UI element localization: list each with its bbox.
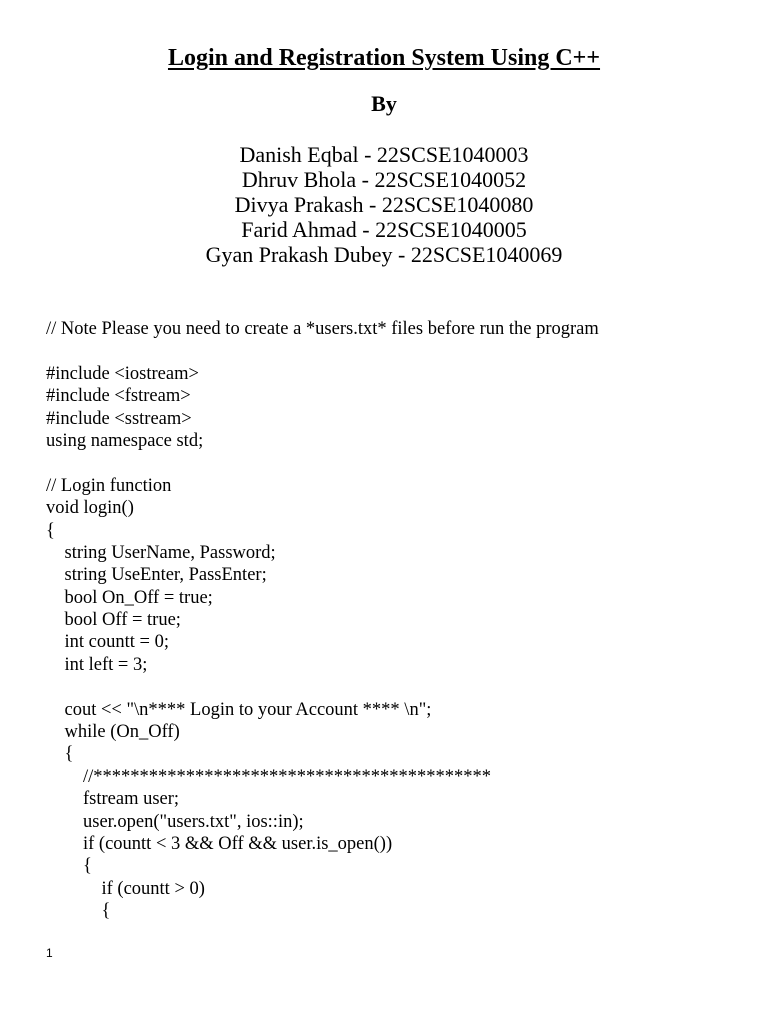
code-line: #include <fstream> — [46, 386, 191, 407]
page-number: 1 — [46, 946, 53, 960]
code-line: int left = 3; — [46, 654, 148, 675]
code-line: { — [46, 856, 92, 877]
code-line: // Login function — [46, 475, 172, 496]
document-title: Login and Registration System Using C++ — [167, 45, 601, 71]
code-line: #include <iostream> — [46, 363, 199, 384]
code-line: void login() — [46, 498, 134, 519]
author-line: Divya Prakash - 22SCSE1040080 — [234, 192, 534, 217]
code-line: bool On_Off = true; — [46, 587, 213, 608]
code-line: user.open("users.txt", ios::in); — [46, 811, 304, 832]
authors-list — [0, 142, 768, 267]
author-line: Dhruv Bhola - 22SCSE1040052 — [241, 167, 527, 192]
code-line: { — [46, 901, 111, 922]
author-line: Gyan Prakash Dubey - 22SCSE1040069 — [205, 242, 563, 267]
code-line: using namespace std; — [46, 430, 204, 451]
code-line: int countt = 0; — [46, 632, 169, 653]
code-line — [46, 452, 746, 474]
code-line: if (countt > 0) — [46, 878, 205, 899]
code-listing — [46, 318, 746, 923]
code-line: if (countt < 3 && Off && user.is_open()) — [46, 833, 393, 854]
code-line — [46, 676, 746, 698]
author-line: Danish Eqbal - 22SCSE1040003 — [239, 142, 529, 167]
code-line: //******************************************* — [46, 766, 492, 787]
by-label: By — [371, 91, 397, 116]
code-line — [46, 340, 746, 362]
author-line: Farid Ahmad - 22SCSE1040005 — [241, 217, 527, 242]
code-line: bool Off = true; — [46, 610, 181, 631]
code-line: cout << "\n**** Login to your Account **** \n"; — [46, 699, 432, 720]
code-line: // Note Please you need to create a *users.txt* files before run the program — [46, 319, 599, 339]
code-line: string UseEnter, PassEnter; — [46, 565, 267, 586]
code-line: { — [46, 744, 74, 765]
code-line: while (On_Off) — [46, 722, 180, 743]
code-line: #include <sstream> — [46, 408, 192, 429]
code-line: { — [46, 520, 55, 541]
code-line: fstream user; — [46, 789, 180, 810]
code-line: string UserName, Password; — [46, 542, 276, 563]
